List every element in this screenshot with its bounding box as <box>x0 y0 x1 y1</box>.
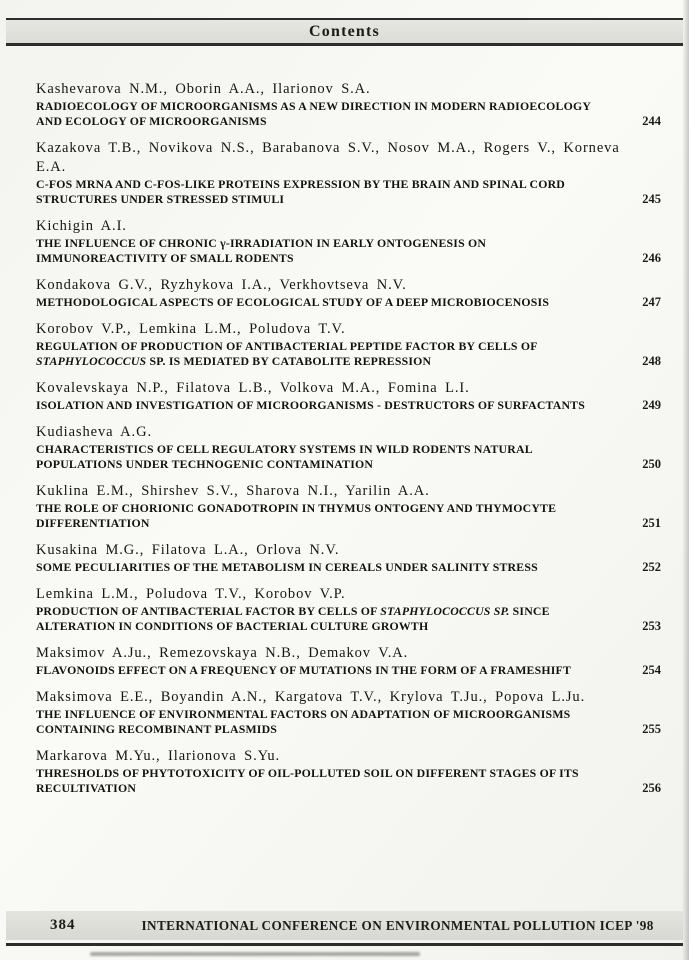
entry-authors: Korobov V.P., Lemkina L.M., Poludova T.V. <box>36 321 346 337</box>
entry-page-number: 244 <box>642 114 661 128</box>
entry-title-row <box>36 560 661 575</box>
toc-entry <box>36 276 661 310</box>
entry-title: PRODUCTION OF ANTIBACTERIAL FACTOR BY CELLS OF STAPHYLOCOCCUS SP. SINCE ALTERATION IN CONDITIONS OF BACTERIAL CULTURE GROWTH <box>36 604 550 633</box>
entry-authors: Kuklina E.M., Shirshev S.V., Sharova N.I., Yarilin A.A. <box>36 483 430 499</box>
entry-title-row <box>36 501 661 531</box>
entry-page-number: 252 <box>642 560 661 574</box>
entry-title-row <box>36 707 661 737</box>
toc-entry <box>36 80 661 129</box>
entry-page-number: 250 <box>642 457 661 471</box>
toc-entry <box>36 585 661 634</box>
entry-title-row <box>36 442 661 472</box>
entry-title: RADIOECOLOGY OF MICROORGANISMS AS A NEW DIRECTION IN MODERN RADIOECOLOGY AND ECOLOGY OF MICROORGANISMS <box>36 99 591 128</box>
entry-title: REGULATION OF PRODUCTION OF ANTIBACTERIAL PEPTIDE FACTOR BY CELLS OF STAPHYLOCOCCUS SP. IS MEDIATED BY CATABOLITE REPRESSION <box>36 339 538 368</box>
entry-page-number: 245 <box>642 192 661 206</box>
entry-title-row <box>36 766 661 796</box>
toc-entry <box>36 644 661 678</box>
entry-title: FLAVONOIDS EFFECT ON A FREQUENCY OF MUTATIONS IN THE FORM OF A FRAMESHIFT <box>36 663 572 677</box>
entry-title-row <box>36 99 661 129</box>
entry-page-number: 248 <box>642 354 661 368</box>
entry-page-number: 256 <box>642 781 661 795</box>
page-footer <box>0 911 689 946</box>
entry-page-number: 255 <box>642 722 661 736</box>
entry-title: THRESHOLDS OF PHYTOTOXICITY OF OIL-POLLUTED SOIL ON DIFFERENT STAGES OF ITS RECULTIVATION <box>36 766 579 795</box>
entry-authors: Lemkina L.M., Poludova T.V., Korobov V.P. <box>36 586 346 602</box>
entry-authors: Kashevarova N.M., Oborin A.A., Ilarionov S.A. <box>36 81 371 97</box>
entry-title-row <box>36 295 661 310</box>
entry-title: C-FOS MRNA AND C-FOS-LIKE PROTEINS EXPRESSION BY THE BRAIN AND SPINAL CORD STRUCTURES UNDER STRESSED STIMULI <box>36 177 566 206</box>
entry-page-number: 251 <box>642 516 661 530</box>
toc-entry <box>36 320 661 369</box>
entry-title-row <box>36 604 661 634</box>
entry-authors: Kichigin A.I. <box>36 218 127 234</box>
entry-authors: Kudiasheva A.G. <box>36 424 152 440</box>
entry-authors: Maksimova E.E., Boyandin A.N., Kargatova T.V., Krylova T.Ju., Popova L.Ju. <box>36 689 586 705</box>
toc-entry <box>36 541 661 575</box>
footer-rule <box>6 943 683 946</box>
toc-entry <box>36 423 661 472</box>
footer-strip <box>6 911 683 940</box>
scan-artifact <box>90 952 420 956</box>
toc-entry <box>36 217 661 266</box>
entry-title: CHARACTERISTICS OF CELL REGULATORY SYSTEMS IN WILD RODENTS NATURAL POPULATIONS UNDER TECHNOGENIC CONTAMINATION <box>36 442 533 471</box>
entry-title: THE INFLUENCE OF CHRONIC γ-IRRADIATION IN EARLY ONTOGENESIS ON IMMUNOREACTIVITY OF SMALL RODENTS <box>36 236 487 265</box>
entry-title: THE ROLE OF CHORIONIC GONADOTROPIN IN THYMUS ONTOGENY AND THYMOCYTE DIFFERENTIATION <box>36 501 557 530</box>
entry-title-row <box>36 177 661 207</box>
entry-page-number: 247 <box>642 295 661 309</box>
entry-authors: Maksimov A.Ju., Remezovskaya N.B., Demakov V.A. <box>36 645 409 661</box>
entry-page-number: 254 <box>642 663 661 677</box>
entry-title: METHODOLOGICAL ASPECTS OF ECOLOGICAL STUDY OF A DEEP MICROBIOCENOSIS <box>36 295 550 309</box>
entry-authors: Kazakova T.B., Novikova N.S., Barabanova S.V., Nosov M.A., Rogers V., Korneva E.A. <box>36 140 620 175</box>
entry-title-row <box>36 398 661 413</box>
toc-entry <box>36 379 661 413</box>
header-strip <box>6 20 683 43</box>
page-header <box>0 0 689 46</box>
footer-conference-title: INTERNATIONAL CONFERENCE ON ENVIRONMENTAL POLLUTION ICEP '98 <box>141 917 654 933</box>
toc-entry <box>36 747 661 796</box>
entry-title-row <box>36 663 661 678</box>
entry-authors: Kondakova G.V., Ryzhykova I.A., Verkhovtseva N.V. <box>36 277 407 293</box>
toc-entries <box>0 46 689 796</box>
page-title: Contents <box>309 22 380 40</box>
entry-authors: Kusakina M.G., Filatova L.A., Orlova N.V. <box>36 542 340 558</box>
footer-page-number: 384 <box>50 917 76 933</box>
entry-title-row <box>36 339 661 369</box>
entry-title: SOME PECULIARITIES OF THE METABOLISM IN CEREALS UNDER SALINITY STRESS <box>36 560 538 574</box>
entry-title-row <box>36 236 661 266</box>
entry-title: ISOLATION AND INVESTIGATION OF MICROORGANISMS - DESTRUCTORS OF SURFACTANTS <box>36 398 586 412</box>
entry-title: THE INFLUENCE OF ENVIRONMENTAL FACTORS ON ADAPTATION OF MICROORGANISMS CONTAINING RECOMBINANT PLASMIDS <box>36 707 571 736</box>
entry-page-number: 246 <box>642 251 661 265</box>
entry-authors: Markarova M.Yu., Ilarionova S.Yu. <box>36 748 281 764</box>
entry-page-number: 249 <box>642 398 661 412</box>
entry-authors: Kovalevskaya N.P., Filatova L.B., Volkova M.A., Fomina L.I. <box>36 380 470 396</box>
toc-entry <box>36 482 661 531</box>
toc-entry <box>36 139 661 207</box>
toc-entry <box>36 688 661 737</box>
entry-page-number: 253 <box>642 619 661 633</box>
